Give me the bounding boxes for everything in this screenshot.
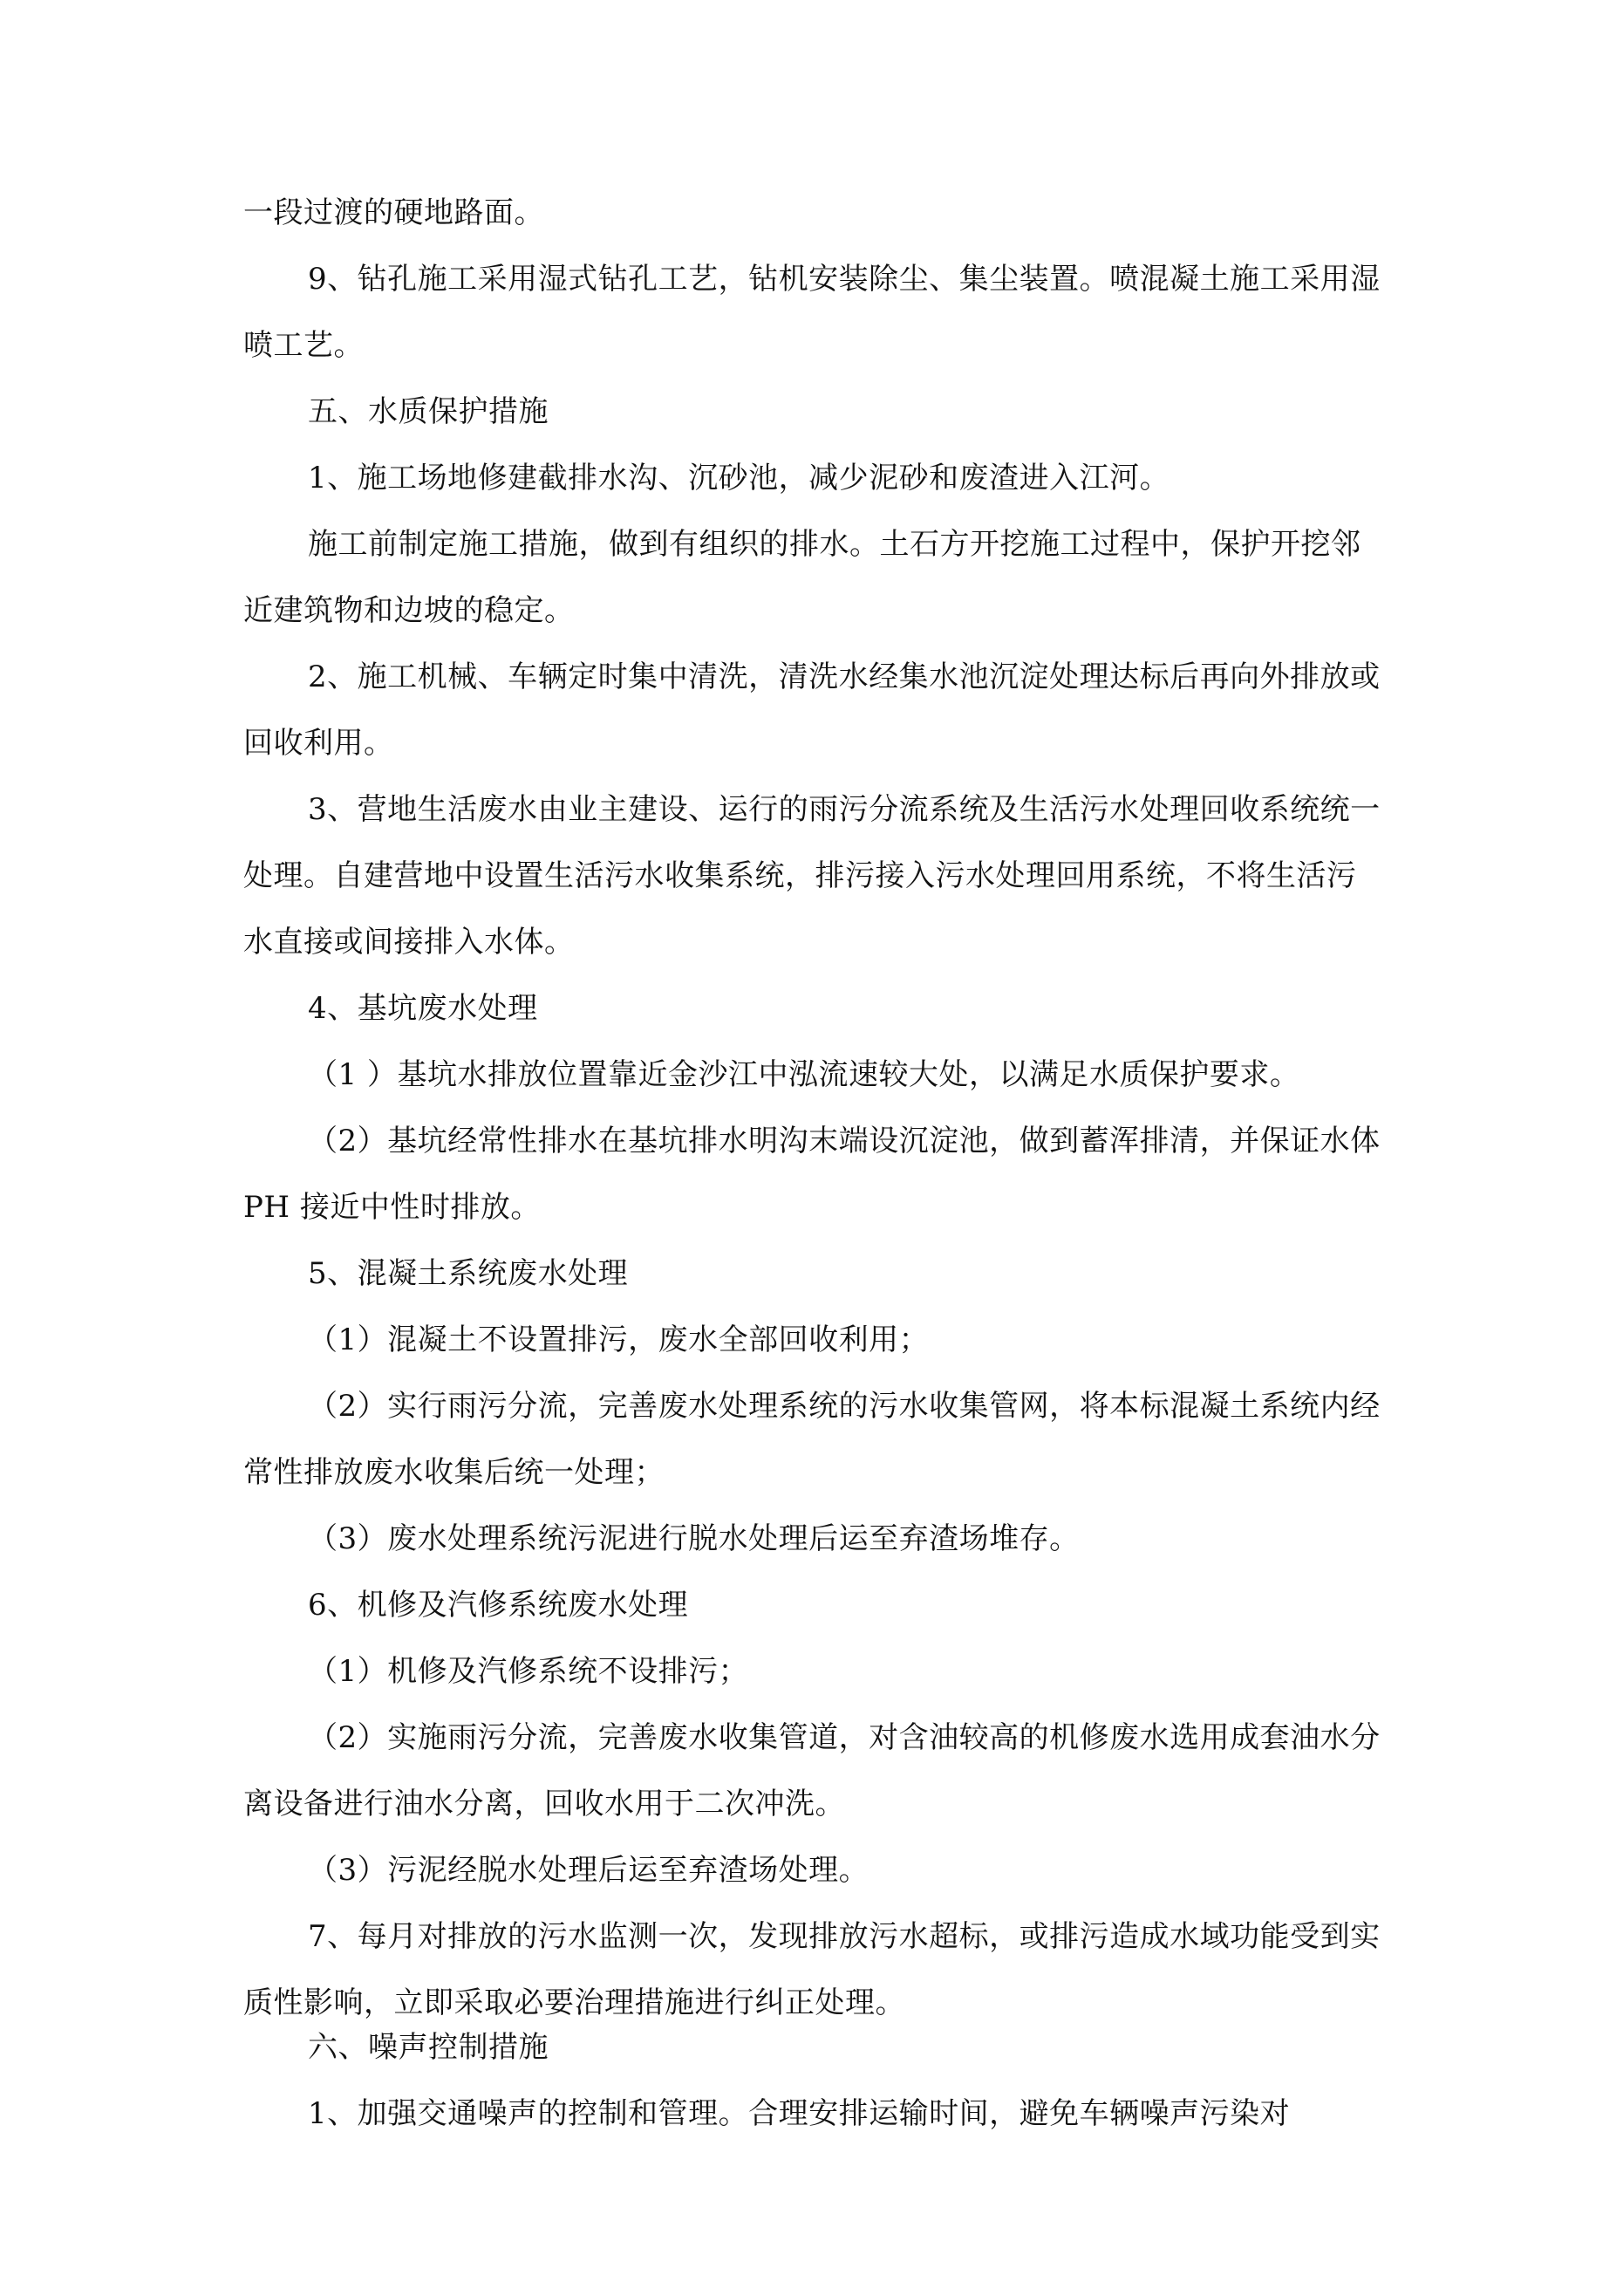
subsection-heading: 5、混凝土系统废水处理: [308, 1256, 629, 1291]
text-line: 一段过渡的硬地路面。: [243, 195, 544, 230]
subsection-heading: 6、机修及汽修系统废水处理: [308, 1588, 689, 1623]
text-line: （2）基坑经常性排水在基坑排水明沟末端设沉淀池，做到蓄浑排清，并保证水体: [308, 1124, 1381, 1158]
text-line: （3）污泥经脱水处理后运至弃渣场处理。: [308, 1853, 869, 1888]
text-line: 2、施工机械、车辆定时集中清洗，清洗水经集水池沉淀处理达标后再向外排放或: [308, 659, 1381, 694]
text-line: （1 ）基坑水排放位置靠近金沙江中泓流速较大处，以满足水质保护要求。: [308, 1057, 1300, 1092]
section-heading: 六、噪声控制措施: [308, 2030, 549, 2065]
text-line: 处理。自建营地中设置生活污水收集系统，排污接入污水处理回用系统，不将生活污: [243, 858, 1357, 893]
text-line: 3、营地生活废水由业主建设、运行的雨污分流系统及生活污水处理回收系统统一: [308, 792, 1381, 827]
text-line: 常性排放废水收集后统一处理；: [243, 1455, 665, 1490]
text-line: 离设备进行油水分离，回收水用于二次冲洗。: [243, 1787, 845, 1821]
text-line: 水直接或间接排入水体。: [243, 925, 575, 960]
text-line: 质性影响，立即采取必要治理措施进行纠正处理。: [243, 1985, 905, 2020]
section-heading: 五、水质保护措施: [308, 394, 549, 429]
text-line: 1、加强交通噪声的控制和管理。合理安排运输时间，避免车辆噪声污染对: [308, 2096, 1291, 2131]
text-line: （2）实施雨污分流，完善废水收集管道，对含油较高的机修废水选用成套油水分: [308, 1720, 1381, 1755]
text-line: 7、每月对排放的污水监测一次，发现排放污水超标，或排污造成水域功能受到实: [308, 1919, 1381, 1954]
text-line: （1）混凝土不设置排污，废水全部回收利用；: [308, 1322, 930, 1357]
text-line: 喷工艺。: [243, 328, 364, 363]
subsection-heading: 4、基坑废水处理: [308, 991, 538, 1026]
text-line: PH 接近中性时排放。: [243, 1190, 541, 1225]
text-line: （3）废水处理系统污泥进行脱水处理后运至弃渣场堆存。: [308, 1521, 1080, 1556]
text-line: （2）实行雨污分流，完善废水处理系统的污水收集管网，将本标混凝土系统内经: [308, 1389, 1381, 1424]
text-line: 1、施工场地修建截排水沟、沉砂池，减少泥砂和废渣进入江河。: [308, 461, 1170, 495]
text-line: 9、钻孔施工采用湿式钻孔工艺，钻机安装除尘、集尘装置。喷混凝土施工采用湿: [308, 262, 1381, 297]
text-line: 回收利用。: [243, 726, 394, 761]
text-line: （1）机修及汽修系统不设排污；: [308, 1654, 749, 1689]
text-line: 施工前制定施工措施，做到有组织的排水。土石方开挖施工过程中，保护开挖邻: [308, 527, 1361, 562]
text-line: 近建筑物和边坡的稳定。: [243, 593, 575, 628]
